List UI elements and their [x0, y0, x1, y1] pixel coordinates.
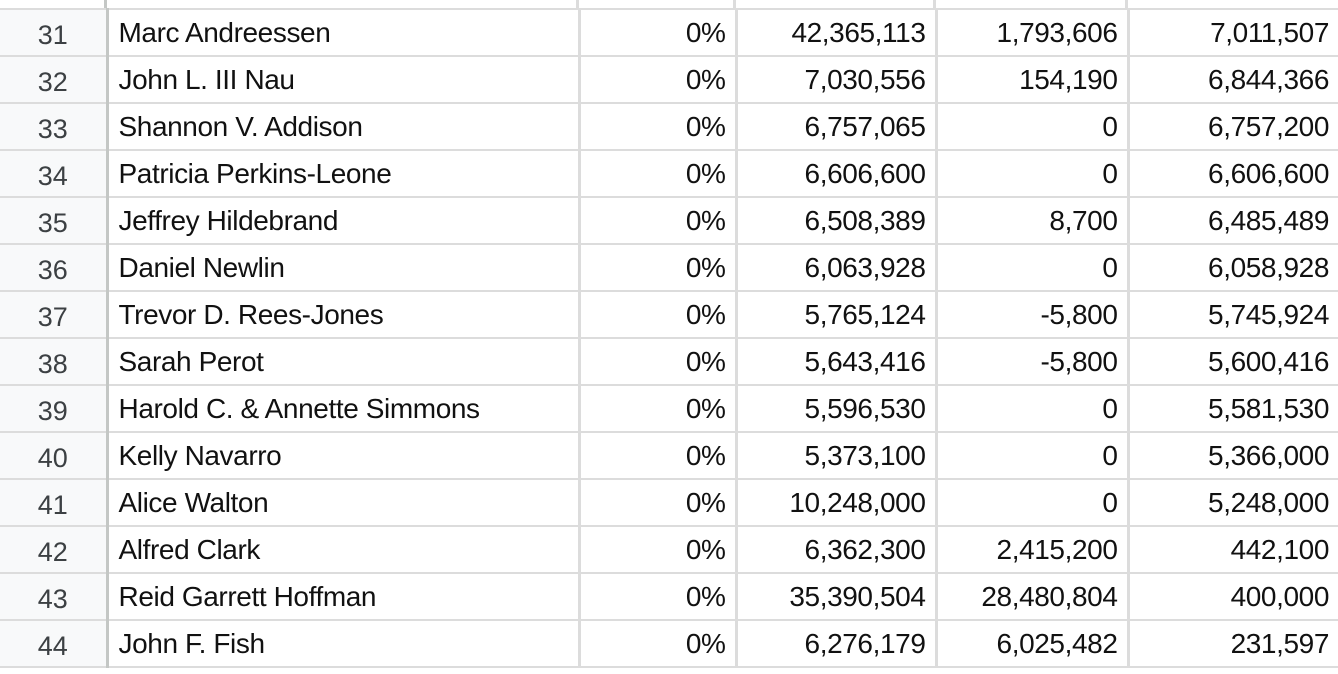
row-number-header[interactable]: 40 — [0, 432, 107, 479]
table-row — [0, 56, 1338, 103]
value-cell-3[interactable]: 5,745,924 — [1128, 291, 1338, 338]
percent-cell[interactable]: 0% — [579, 385, 736, 432]
value-cell-2[interactable]: 0 — [936, 479, 1128, 526]
value-cell-3[interactable]: 6,844,366 — [1128, 56, 1338, 103]
value-cell-2[interactable]: -5,800 — [936, 291, 1128, 338]
row-number-header[interactable]: 36 — [0, 244, 107, 291]
value-cell-2[interactable]: -5,800 — [936, 338, 1128, 385]
percent-cell[interactable]: 0% — [579, 244, 736, 291]
name-cell[interactable]: Sarah Perot — [107, 338, 579, 385]
table-row — [0, 9, 1338, 56]
row-number-header[interactable]: 42 — [0, 526, 107, 573]
value-cell-2[interactable]: 8,700 — [936, 197, 1128, 244]
percent-cell[interactable]: 0% — [579, 432, 736, 479]
name-cell[interactable]: Marc Andreessen — [107, 9, 579, 56]
row-number-header[interactable]: 35 — [0, 197, 107, 244]
table-row — [0, 291, 1338, 338]
table-row — [0, 338, 1338, 385]
value-cell-1[interactable]: 10,248,000 — [736, 479, 936, 526]
name-cell[interactable]: John L. III Nau — [107, 56, 579, 103]
table-row — [0, 526, 1338, 573]
value-cell-1[interactable]: 42,365,113 — [736, 9, 936, 56]
value-cell-3[interactable]: 231,597 — [1128, 620, 1338, 667]
table-body — [0, 9, 1338, 667]
value-cell-1[interactable]: 6,606,600 — [736, 150, 936, 197]
row-number-header[interactable]: 41 — [0, 479, 107, 526]
value-cell-3[interactable]: 5,581,530 — [1128, 385, 1338, 432]
previous-row-stub — [0, 0, 1338, 8]
value-cell-3[interactable]: 7,011,507 — [1128, 9, 1338, 56]
value-cell-3[interactable]: 400,000 — [1128, 573, 1338, 620]
value-cell-2[interactable]: 28,480,804 — [936, 573, 1128, 620]
table-row — [0, 103, 1338, 150]
table-row — [0, 244, 1338, 291]
data-table — [0, 8, 1338, 668]
value-cell-3[interactable]: 6,485,489 — [1128, 197, 1338, 244]
value-cell-2[interactable]: 0 — [936, 103, 1128, 150]
percent-cell[interactable]: 0% — [579, 338, 736, 385]
value-cell-1[interactable]: 6,063,928 — [736, 244, 936, 291]
percent-cell[interactable]: 0% — [579, 9, 736, 56]
value-cell-1[interactable]: 7,030,556 — [736, 56, 936, 103]
percent-cell[interactable]: 0% — [579, 479, 736, 526]
row-number-header[interactable]: 43 — [0, 573, 107, 620]
table-row — [0, 197, 1338, 244]
table-row — [0, 620, 1338, 667]
value-cell-1[interactable]: 6,508,389 — [736, 197, 936, 244]
value-cell-2[interactable]: 154,190 — [936, 56, 1128, 103]
value-cell-1[interactable]: 5,765,124 — [736, 291, 936, 338]
row-number-header[interactable]: 34 — [0, 150, 107, 197]
name-cell[interactable]: Jeffrey Hildebrand — [107, 197, 579, 244]
value-cell-3[interactable]: 5,366,000 — [1128, 432, 1338, 479]
value-cell-2[interactable]: 0 — [936, 385, 1128, 432]
value-cell-1[interactable]: 35,390,504 — [736, 573, 936, 620]
percent-cell[interactable]: 0% — [579, 56, 736, 103]
name-cell[interactable]: Daniel Newlin — [107, 244, 579, 291]
value-cell-3[interactable]: 5,248,000 — [1128, 479, 1338, 526]
table-row — [0, 385, 1338, 432]
name-cell[interactable]: Alfred Clark — [107, 526, 579, 573]
value-cell-3[interactable]: 6,606,600 — [1128, 150, 1338, 197]
value-cell-1[interactable]: 6,362,300 — [736, 526, 936, 573]
name-cell[interactable]: Shannon V. Addison — [107, 103, 579, 150]
table-row — [0, 150, 1338, 197]
value-cell-1[interactable]: 6,757,065 — [736, 103, 936, 150]
value-cell-2[interactable]: 6,025,482 — [936, 620, 1128, 667]
percent-cell[interactable]: 0% — [579, 620, 736, 667]
value-cell-2[interactable]: 2,415,200 — [936, 526, 1128, 573]
table-row — [0, 432, 1338, 479]
name-cell[interactable]: John F. Fish — [107, 620, 579, 667]
percent-cell[interactable]: 0% — [579, 150, 736, 197]
value-cell-1[interactable]: 5,643,416 — [736, 338, 936, 385]
value-cell-2[interactable]: 1,793,606 — [936, 9, 1128, 56]
name-cell[interactable]: Patricia Perkins-Leone — [107, 150, 579, 197]
value-cell-3[interactable]: 6,757,200 — [1128, 103, 1338, 150]
row-number-header[interactable]: 44 — [0, 620, 107, 667]
value-cell-2[interactable]: 0 — [936, 150, 1128, 197]
value-cell-1[interactable]: 6,276,179 — [736, 620, 936, 667]
value-cell-3[interactable]: 6,058,928 — [1128, 244, 1338, 291]
percent-cell[interactable]: 0% — [579, 197, 736, 244]
row-number-header[interactable]: 37 — [0, 291, 107, 338]
percent-cell[interactable]: 0% — [579, 291, 736, 338]
name-cell[interactable]: Kelly Navarro — [107, 432, 579, 479]
value-cell-3[interactable]: 5,600,416 — [1128, 338, 1338, 385]
percent-cell[interactable]: 0% — [579, 103, 736, 150]
value-cell-1[interactable]: 5,373,100 — [736, 432, 936, 479]
row-number-header[interactable]: 31 — [0, 9, 107, 56]
name-cell[interactable]: Harold C. & Annette Simmons — [107, 385, 579, 432]
row-number-header[interactable]: 33 — [0, 103, 107, 150]
value-cell-2[interactable]: 0 — [936, 244, 1128, 291]
table-row — [0, 573, 1338, 620]
table-row — [0, 479, 1338, 526]
row-number-header[interactable]: 38 — [0, 338, 107, 385]
percent-cell[interactable]: 0% — [579, 526, 736, 573]
name-cell[interactable]: Alice Walton — [107, 479, 579, 526]
row-number-header[interactable]: 39 — [0, 385, 107, 432]
percent-cell[interactable]: 0% — [579, 573, 736, 620]
row-number-header[interactable]: 32 — [0, 56, 107, 103]
name-cell[interactable]: Reid Garrett Hoffman — [107, 573, 579, 620]
value-cell-3[interactable]: 442,100 — [1128, 526, 1338, 573]
value-cell-2[interactable]: 0 — [936, 432, 1128, 479]
value-cell-1[interactable]: 5,596,530 — [736, 385, 936, 432]
name-cell[interactable]: Trevor D. Rees-Jones — [107, 291, 579, 338]
